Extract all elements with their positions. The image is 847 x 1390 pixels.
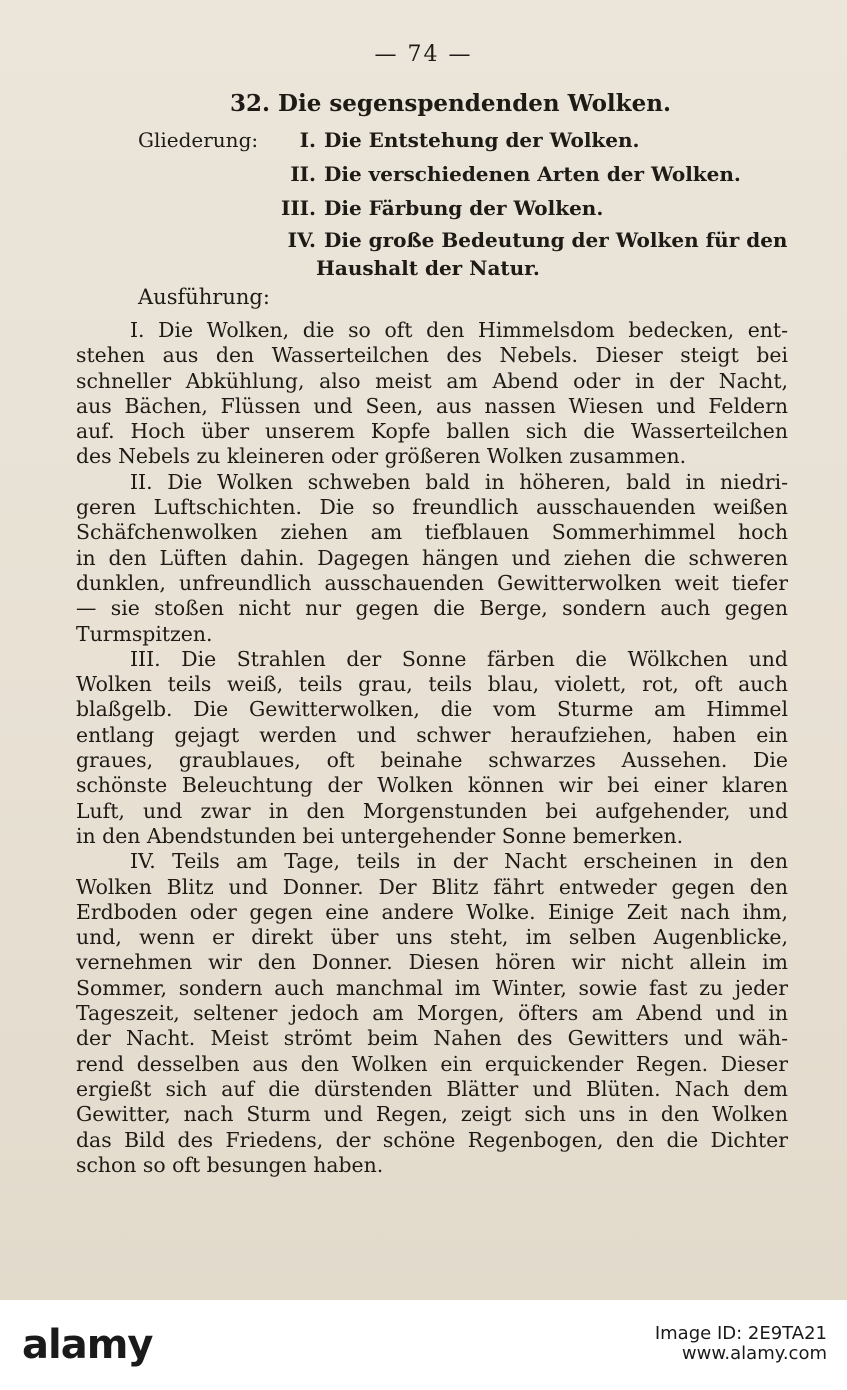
text-line: Erdboden oder gegen eine andere Wolke. Einige Zeit nach ihm, <box>76 899 788 924</box>
outline-item-text: Die Färbung der Wolken. <box>324 196 604 220</box>
outline-item <box>278 162 741 186</box>
text-line: Schäfchenwolken ziehen am tiefblauen Sommerhimmel hoch <box>76 520 788 545</box>
text-line: Gewitter, nach Sturm und Regen, zeigt sich uns in den Wolken <box>76 1102 788 1127</box>
text-line: Turmspitzen. <box>76 621 213 646</box>
outline-item-number: I. <box>299 128 316 152</box>
outline-item-text: Die Entstehung der Wolken. <box>324 128 640 152</box>
text-line: IV. Teils am Tage, teils in der Nacht erscheinen in den <box>130 849 788 874</box>
text-line: Luft, und zwar in den Morgenstunden bei aufgehender, und <box>76 798 788 823</box>
outline-item <box>278 128 640 152</box>
text-line: Wolken teils weiß, teils grau, teils blau, violett, rot, oft auch <box>76 672 788 697</box>
text-line: vernehmen wir den Donner. Diesen hören wir nicht allein im <box>76 950 788 975</box>
section-label: Ausführung: <box>138 285 270 309</box>
text-line: blaßgelb. Die Gewitterwolken, die vom Sturme am Himmel <box>76 697 788 722</box>
outline-item-continuation: Haushalt der Natur. <box>316 256 540 280</box>
alamy-logo: alamy <box>22 1322 153 1368</box>
text-line: Tageszeit, seltener jedoch am Morgen, öfters am Abend und in <box>76 1001 788 1026</box>
text-line: in den Abendstunden bei untergehender Sonne bemerken. <box>76 823 684 848</box>
body-text <box>76 318 788 1178</box>
text-line: stehen aus den Wasserteilchen des Nebels. Dieser steigt bei <box>76 343 788 368</box>
text-line: dunklen, unfreundlich ausschauenden Gewitterwolken weit tiefer <box>76 570 788 595</box>
text-line: in den Lüften dahin. Dagegen hängen und ziehen die schweren <box>76 545 788 570</box>
text-line: schon so oft besungen haben. <box>76 1152 384 1177</box>
text-line: ergießt sich auf die dürstenden Blätter und Blüten. Nach dem <box>76 1076 788 1101</box>
outline-item-text: Die große Bedeutung der Wolken für den <box>324 228 788 252</box>
outline-item-number: III. <box>280 196 316 220</box>
outline-label: Gliederung: <box>138 128 259 152</box>
text-line: auf. Hoch über unserem Kopfe ballen sich die Wasserteilchen <box>76 419 788 444</box>
text-line: der Nacht. Meist strömt beim Nahen des Gewitters und wäh- <box>76 1026 788 1051</box>
text-line: und, wenn er direkt über uns steht, im selben Augenblicke, <box>76 925 788 950</box>
text-line: des Nebels zu kleineren oder größeren Wolken zusammen. <box>76 444 687 469</box>
text-line: II. Die Wolken schweben bald in höheren, bald in niedri- <box>130 469 788 494</box>
outline-item <box>278 228 787 252</box>
text-line: rend desselben aus den Wolken ein erquickender Regen. Dieser <box>76 1051 788 1076</box>
site-url: www.alamy.com <box>681 1343 827 1364</box>
text-line: — sie stoßen nicht nur gegen die Berge, sondern auch gegen <box>76 596 788 621</box>
text-line: das Bild des Friedens, der schöne Regenbogen, den die Dichter <box>76 1127 788 1152</box>
text-line: III. Die Strahlen der Sonne färben die Wölkchen und <box>130 646 788 671</box>
text-line: graues, graublaues, oft beinahe schwarzes Aussehen. Die <box>76 748 788 773</box>
text-line: Wolken Blitz und Donner. Der Blitz fährt entweder gegen den <box>76 874 788 899</box>
text-line: I. Die Wolken, die so oft den Himmelsdom bedecken, ent- <box>130 318 788 342</box>
text-line: geren Luftschichten. Die so freundlich ausschauenden weißen <box>76 495 788 520</box>
stock-footer <box>0 1300 847 1390</box>
outline-item-number: II. <box>290 162 316 186</box>
text-line: schneller Abkühlung, also meist am Abend oder in der Nacht, <box>76 368 788 393</box>
image-id <box>655 1324 827 1364</box>
text-line: Sommer, sondern auch manchmal im Winter, sowie fast zu jeder <box>76 975 788 1000</box>
outline-item-number: IV. <box>287 228 316 252</box>
text-line: aus Bächen, Flüssen und Seen, aus nassen Wiesen und Feldern <box>76 393 788 418</box>
outline-item-text: Die verschiedenen Arten der Wolken. <box>324 162 741 186</box>
chapter-title: 32. Die segenspendenden Wolken. <box>230 90 671 117</box>
image-id-label: Image ID: 2E9TA21 <box>654 1323 827 1344</box>
outline-item <box>278 196 603 220</box>
text-line: schönste Beleuchtung der Wolken können wir bei einer klaren <box>76 773 788 798</box>
page-number: — 74 — <box>374 42 473 67</box>
text-line: entlang gejagt werden und schwer heraufziehen, haben ein <box>76 722 788 747</box>
